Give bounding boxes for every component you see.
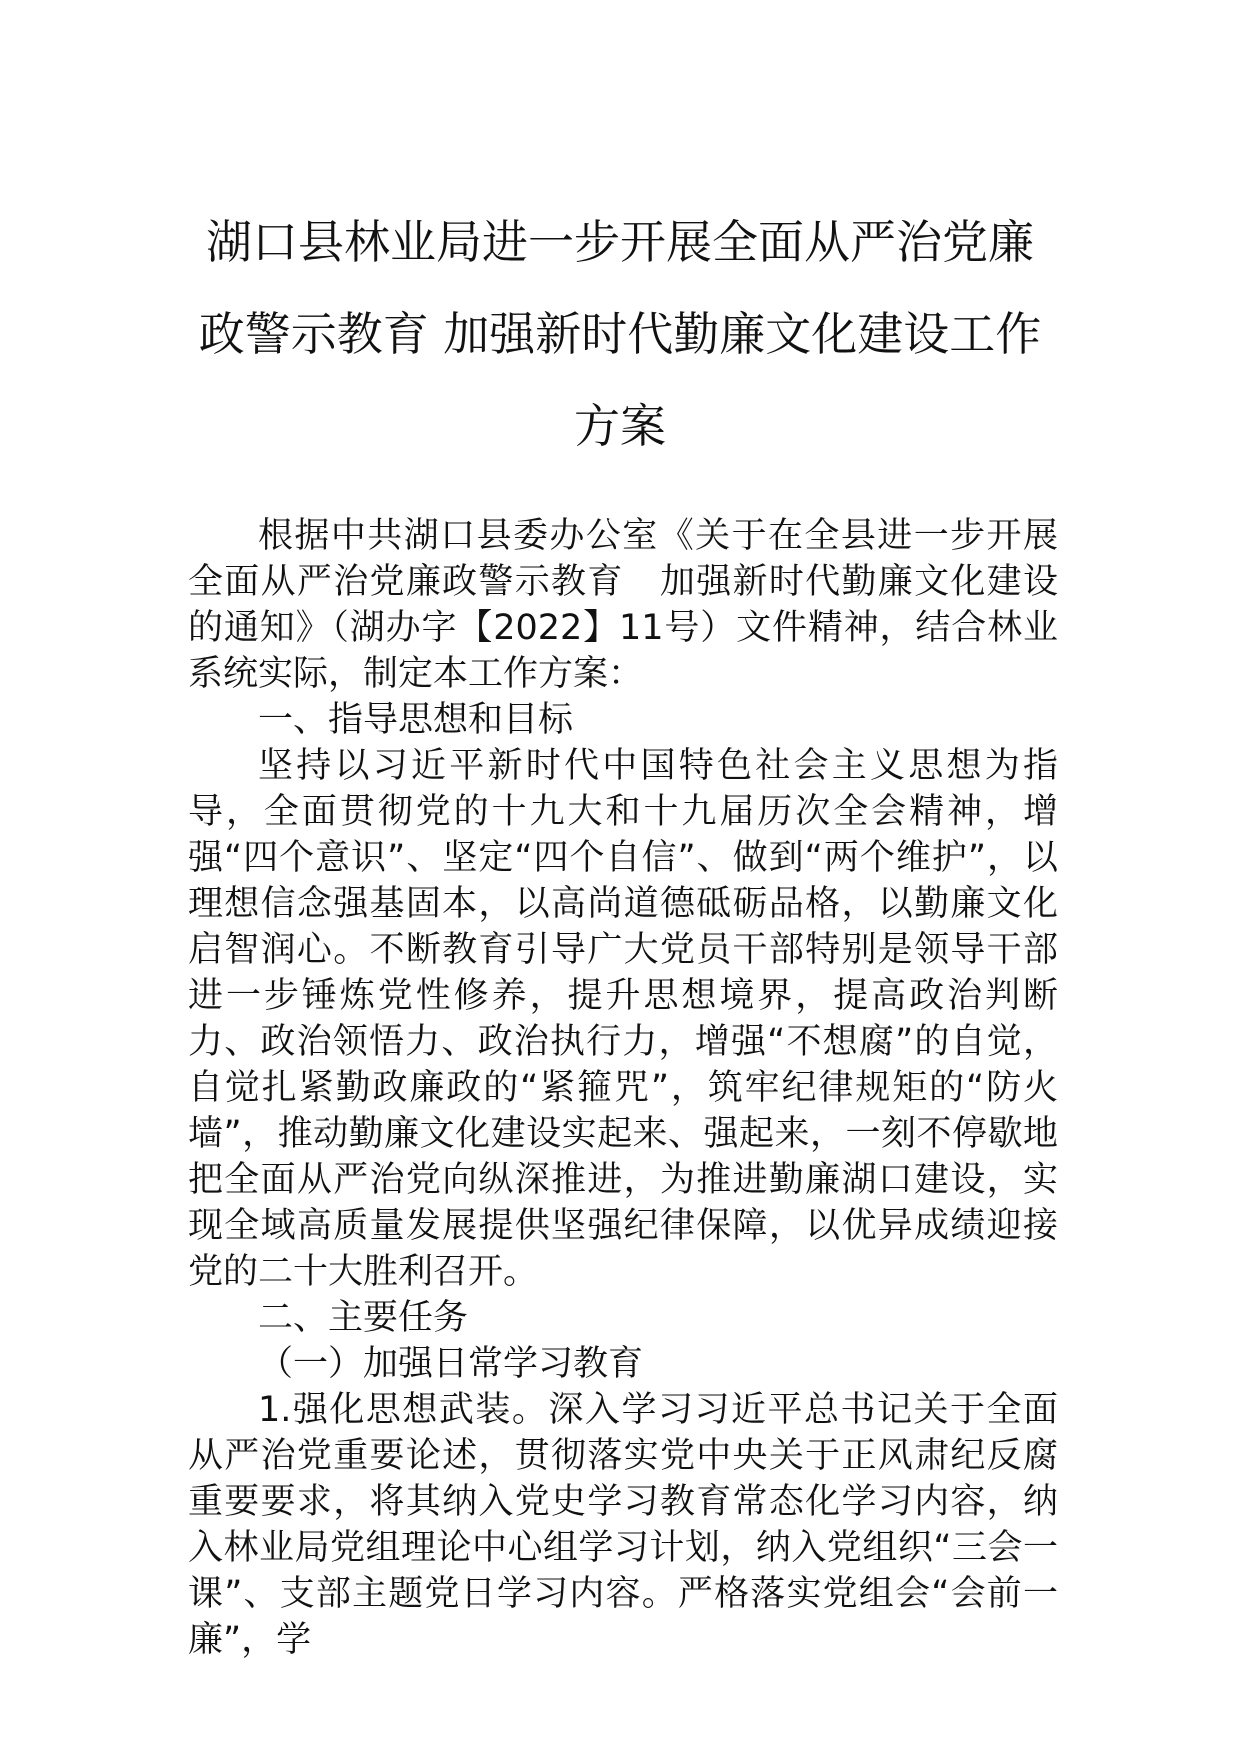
title-line-3: 方案 bbox=[574, 399, 666, 453]
title-line-2: 政警示教育 加强新时代勤廉文化建设工作 bbox=[198, 307, 1042, 361]
title-line-1: 湖口县林业局进一步开展全面从严治党廉 bbox=[206, 215, 1034, 269]
guiding-ideology-paragraph: 坚持以习近平新时代中国特色社会主义思想为指导，全面贯彻党的十九大和十九届历次全会精神，增强“四个意识”、坚定“四个自信”、做到“两个维护”，以理想信念强基固本，以高尚道德砥砺品格，以勤廉文化启智润心。不断教育引导广大党员干部特别是领导干部进一步锤炼党性修养，提升思想境界，提高政治判断力、政治领悟力、政治执行力，增强“不想腐”的自觉，自觉扎紧勤政廉政的“紧箍咒”，筑牢纪律规矩的“防火墙”，推动勤廉文化建设实起来、强起来，一刻不停歇地把全面从严治党向纵深推进，为推进勤廉湖口建设，实现全域高质量发展提供坚强纪律保障，以优异成绩迎接党的二十大胜利召开。 bbox=[188, 746, 1058, 1292]
intro-paragraph: 根据中共湖口县委办公室《关于在全县进一步开展全面从严治党廉政警示教育 加强新时代勤廉文化建设的通知》（湖办字【2022】11号）文件精神，结合林业系统实际，制定本工作方案： bbox=[188, 516, 1058, 694]
subsection-heading-daily-study: （一）加强日常学习教育 bbox=[258, 1344, 644, 1384]
task-item-1-paragraph: 1.强化思想武装。深入学习习近平总书记关于全面从严治党重要论述，贯彻落实党中央关于正风肃纪反腐重要要求，将其纳入党史学习教育常态化学习内容，纳入林业局党组理论中心组学习计划，纳入党组织“三会一课”、支部主题党日学习内容。严格落实党组会“会前一廉”，学 bbox=[188, 1390, 1058, 1660]
section-heading-guiding-ideology: 一、指导思想和目标 bbox=[258, 700, 574, 740]
document-body bbox=[188, 513, 1058, 1663]
document-title bbox=[150, 196, 1090, 472]
section-heading-main-tasks: 二、主要任务 bbox=[258, 1298, 469, 1338]
